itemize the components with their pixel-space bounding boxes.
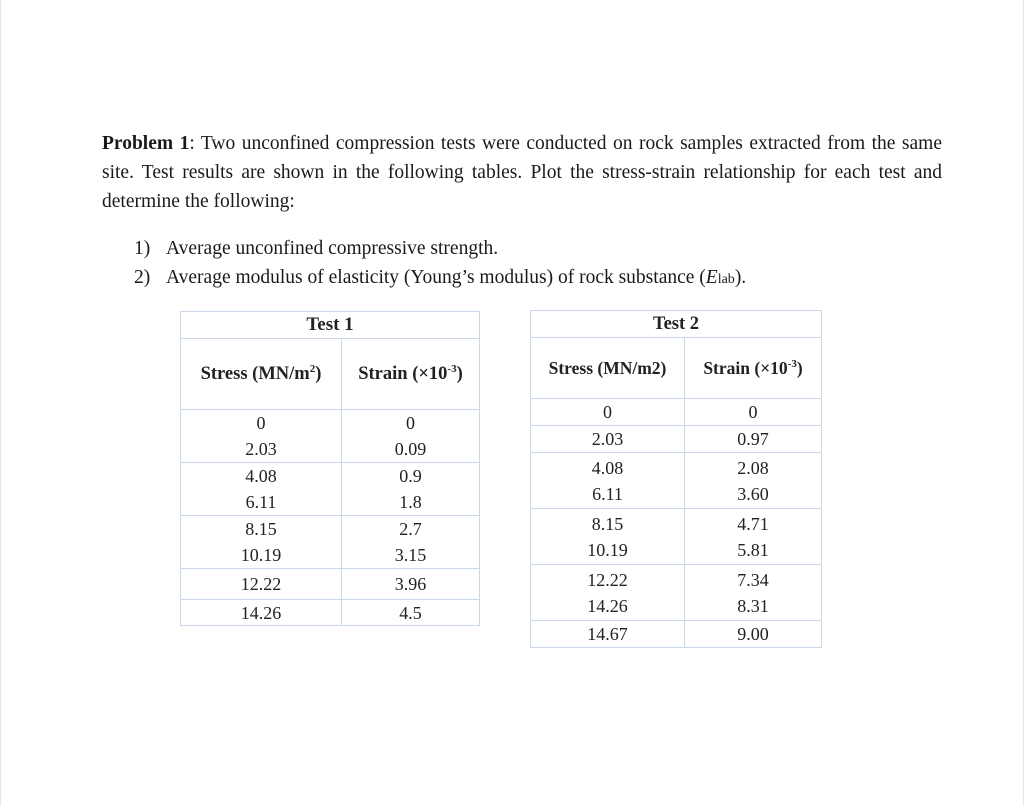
table-row [181,463,480,516]
test2-caption-row [531,311,822,338]
task-text: Average unconfined compressive strength. [166,238,499,259]
task-text [166,263,746,294]
stress-cell: 14.26 [181,600,342,626]
stress-cell: 8.15 10.19 [531,509,685,565]
test1-caption-row [181,312,480,339]
table-row [531,621,822,648]
stress-cell: 4.08 6.11 [531,453,685,509]
test1-strain-header: Strain $(\times 10^{-3})$ [342,339,480,410]
test1-stress-header: Stress $(MN/m^2)$ [181,339,342,410]
stress-cell: 8.15 10.19 [181,516,342,569]
test1-title: Test 1 [181,312,480,339]
strain-cell: 2.08 3.60 [685,453,822,509]
test2-title: Test 2 [531,311,822,338]
problem-text: : Two unconfined compression tests were conducted on rock samples extracted from the same site. Test results are shown in the following tables. Plot the stress-strain relationship for each test and determine the following: [102,133,942,212]
task-list [134,234,894,294]
strain-cell: 9.00 [685,621,822,648]
test2-stress-header: Stress (MN/m2) [531,338,685,399]
stress-cell: 12.22 [181,569,342,600]
task-number: 2) [134,267,151,288]
page-edge-left [0,0,1,806]
strain-cell: 3.96 [342,569,480,600]
task-item-1 [134,234,894,263]
task-text-end: ). [734,267,747,288]
strain-cell: 7.34 8.31 [685,565,822,621]
table-row [531,453,822,509]
test1-table [180,311,480,626]
stress-cell: 4.08 6.11 [181,463,342,516]
test2-header-row [531,338,822,399]
table-row [181,516,480,569]
table-row [531,565,822,621]
table-row [181,600,480,626]
problem-label: Problem 1 [102,133,190,154]
stress-cell: 14.67 [531,621,685,648]
task-item-2 [134,263,894,294]
strain-cell: 0 0.09 [342,410,480,463]
strain-cell: 4.5 [342,600,480,626]
strain-cell: 2.7 3.15 [342,516,480,569]
table-row [181,410,480,463]
stress-cell: 12.22 14.26 [531,565,685,621]
stress-cell: 2.03 [531,426,685,453]
problem-statement [102,129,942,216]
strain-cell: 0.97 [685,426,822,453]
modulus-subscript: lab [717,272,735,287]
table-row [181,569,480,600]
test2-table [530,310,822,648]
task-text-start: Average modulus of elasticity (Young’s modulus) of rock substance ( [166,267,706,288]
modulus-symbol: E [705,267,718,288]
task-number: 1) [134,238,151,259]
table-row [531,509,822,565]
strain-cell: 4.71 5.81 [685,509,822,565]
stress-cell: 0 2.03 [181,410,342,463]
strain-cell: 0 [685,399,822,426]
test1-header-row [181,339,480,410]
stress-cell: 0 [531,399,685,426]
table-row [531,399,822,426]
test2-strain-header: Strain $(\times 10^{-3})$ [685,338,822,399]
table-row [531,426,822,453]
strain-cell: 0.9 1.8 [342,463,480,516]
